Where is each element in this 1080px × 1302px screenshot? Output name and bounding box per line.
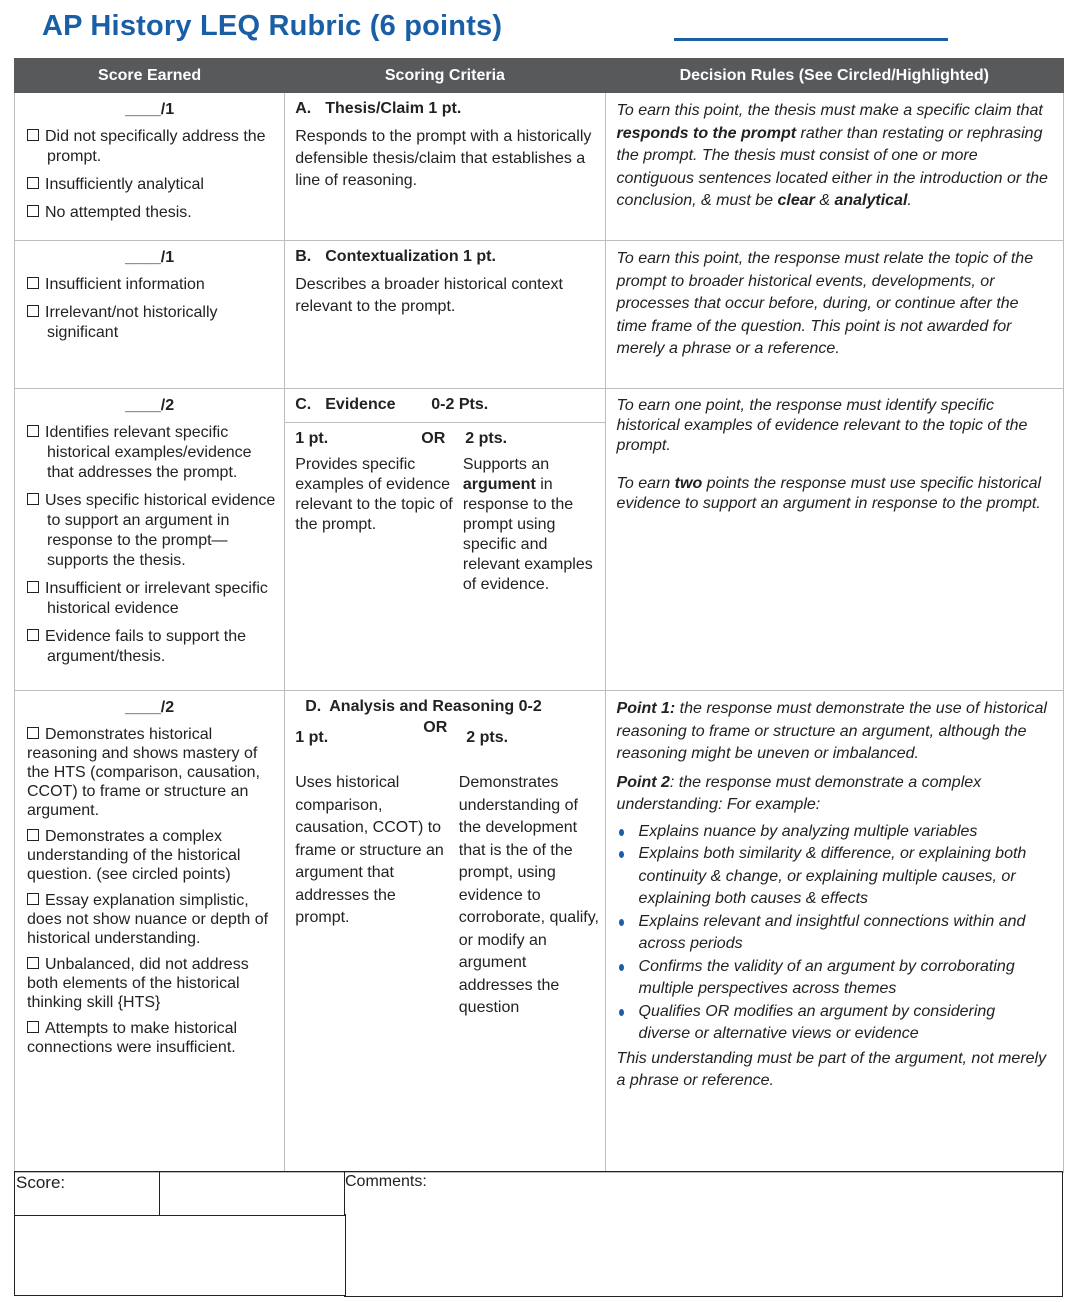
checkbox-icon[interactable] xyxy=(27,581,39,593)
comments-box[interactable] xyxy=(344,1171,1063,1297)
points-header: 1 pt. OR 2 pts. xyxy=(295,430,508,447)
criteria-description: Responds to the prompt with a historically defensible thesis/claim that establishes a line of reasoning. xyxy=(295,128,592,189)
checkbox-item[interactable]: Attempts to make historical connections were insufficient. xyxy=(27,1020,238,1056)
rubric-table xyxy=(14,58,1064,1173)
bullet-item: Explains nuance by analyzing multiple variables xyxy=(617,821,1051,844)
checkbox-icon[interactable] xyxy=(27,629,39,641)
score-box[interactable] xyxy=(14,1171,160,1216)
row-evidence xyxy=(15,389,1064,691)
checkbox-list xyxy=(15,725,284,1057)
bullet-item: Explains relevant and insightful connections within and across periods xyxy=(617,911,1051,956)
checkbox-icon[interactable] xyxy=(27,1021,39,1033)
score-blank: ____/1 xyxy=(125,101,175,118)
comments-label: Comments: xyxy=(345,1173,427,1190)
score-footer xyxy=(14,1171,1064,1296)
checkbox-item[interactable]: Insufficiently analytical xyxy=(27,175,278,195)
checkbox-icon[interactable] xyxy=(27,493,39,505)
score-cell-thesis xyxy=(15,93,285,241)
row-analysis xyxy=(15,691,1064,1173)
criteria-heading: D. Analysis and Reasoning 0-2 xyxy=(305,698,542,715)
checkbox-item[interactable]: Insufficient information xyxy=(27,275,278,295)
checkbox-item[interactable]: Essay explanation simplistic, does not show nuance or depth of historical understanding. xyxy=(27,892,269,947)
checkbox-item[interactable]: Demonstrates a complex understanding of the historical question. (see circled points) xyxy=(27,828,241,883)
checkbox-list xyxy=(15,275,284,343)
score-cell-context xyxy=(15,241,285,389)
score-blank: ____/2 xyxy=(125,699,175,716)
closing-note: This understanding must be part of the argument, not merely a phrase or reference. xyxy=(616,1049,1047,1089)
header-rules: Decision Rules (See Circled/Highlighted) xyxy=(605,59,1063,93)
checkbox-icon[interactable] xyxy=(27,305,39,317)
score-lower-field[interactable] xyxy=(14,1214,346,1296)
criteria-heading: B. Contextualization 1 pt. xyxy=(295,248,496,265)
checkbox-list xyxy=(15,423,284,667)
checkbox-icon[interactable] xyxy=(27,425,39,437)
criteria-heading: C. Evidence 0-2 Pts. xyxy=(295,396,489,413)
checkbox-item[interactable]: Insufficient or irrelevant specific historical evidence xyxy=(27,579,278,619)
score-entry-field[interactable] xyxy=(158,1171,345,1216)
checkbox-icon[interactable] xyxy=(27,205,39,217)
score-label: Score: xyxy=(16,1173,66,1192)
two-point-description: Demonstrates understanding of the development that is the of the prompt, using evidence to corroborate, qualify, or modify an argument addresses the question xyxy=(458,774,599,1016)
complexity-bullet-list xyxy=(617,821,1051,1046)
score-cell-analysis xyxy=(15,691,285,1173)
rules-cell-thesis xyxy=(605,93,1063,241)
criteria-cell-thesis xyxy=(285,93,605,241)
rules-cell-context xyxy=(605,241,1063,389)
page-title: AP History LEQ Rubric (6 points) xyxy=(42,10,503,42)
score-blank: ____/1 xyxy=(125,249,175,266)
checkbox-icon[interactable] xyxy=(27,957,39,969)
divider xyxy=(285,422,604,423)
criteria-cell-context xyxy=(285,241,605,389)
checkbox-icon[interactable] xyxy=(27,829,39,841)
two-point-description: Supports an argument in response to the prompt using specific and relevant examples of evidence. xyxy=(462,456,593,593)
criteria-heading: A. Thesis/Claim 1 pt. xyxy=(295,100,462,117)
decision-rule: To earn this point, the response must relate the topic of the prompt to broader historical events, developments, or processes that occur before, during, or continue after the time frame of the question. This point is not awarded for merely a phrase or a reference. xyxy=(616,250,1034,357)
one-point-description: Provides specific examples of evidence relevant to the topic of the prompt. xyxy=(295,456,453,533)
decision-rule: To earn one point, the response must identify specific historical examples of evidence relevant to the topic of the prompt. To earn two points the response must use specific historical evidence to support an argument in response to the prompt. xyxy=(616,397,1042,512)
header-row xyxy=(15,59,1064,93)
checkbox-icon[interactable] xyxy=(27,727,39,739)
criteria-cell-evidence xyxy=(285,389,605,691)
header-criteria: Scoring Criteria xyxy=(285,59,605,93)
decision-rule: To earn this point, the thesis must make a specific claim that responds to the prompt rather than restating or rephrasing the prompt. The thesis must consist of one or more contiguous sentences located either in the introduction or the conclusion, & must be clear & analytical. xyxy=(616,102,1048,209)
checkbox-item[interactable]: Did not specifically address the prompt. xyxy=(27,127,278,167)
checkbox-icon[interactable] xyxy=(27,277,39,289)
checkbox-item[interactable]: Irrelevant/not historically significant xyxy=(27,303,278,343)
checkbox-icon[interactable] xyxy=(27,893,39,905)
checkbox-item[interactable]: Demonstrates historical reasoning and shows mastery of the HTS (comparison, causation, CCOT) to frame or structure an argument. xyxy=(27,726,260,819)
checkbox-icon[interactable] xyxy=(27,177,39,189)
criteria-cell-analysis xyxy=(285,691,605,1173)
bullet-item: Explains both similarity & difference, or explaining both continuity & change, or explaining multiple causes, or explaining both causes & effects xyxy=(617,843,1051,911)
name-blank-line xyxy=(674,38,948,41)
checkbox-item[interactable]: Uses specific historical evidence to support an argument in response to the prompt—supports the thesis. xyxy=(27,491,278,571)
score-cell-evidence xyxy=(15,389,285,691)
one-point-description: Uses historical comparison, causation, CCOT) to frame or structure an argument that addresses the prompt. xyxy=(295,774,444,926)
criteria-description: Describes a broader historical context relevant to the prompt. xyxy=(295,276,563,315)
rules-cell-analysis xyxy=(605,691,1063,1173)
rules-cell-evidence xyxy=(605,389,1063,691)
bullet-item: Qualifies OR modifies an argument by considering diverse or alternative views or evidence xyxy=(617,1001,1051,1046)
checkbox-item[interactable]: No attempted thesis. xyxy=(27,203,278,223)
header-score: Score Earned xyxy=(15,59,285,93)
bullet-item: Confirms the validity of an argument by corroborating multiple perspectives across themes xyxy=(617,956,1051,1001)
checkbox-item[interactable]: Unbalanced, did not address both elements of the historical thinking skill {HTS} xyxy=(27,956,249,1011)
checkbox-icon[interactable] xyxy=(27,129,39,141)
row-thesis xyxy=(15,93,1064,241)
checkbox-item[interactable]: Evidence fails to support the argument/thesis. xyxy=(27,627,278,667)
decision-rule: Point 1: the response must demonstrate the use of historical reasoning to frame or structure an argument, although the reasoning might be uneven or imbalanced. Point 2: the response must demonstrate a complex understanding: For example: Explains nuance by analyzing multiple variables Explains both similarity & difference, or explaining both continuity & change, or explaining multiple causes, or explaining both causes & effects Explains relevant and insightful connections within and across periods Confirms the validity of an argument by corroborating multiple perspectives across themes Qualifies OR modifies an argument by considering diverse or alternative views or evidence This understanding must be part of the argument, not merely a phrase or reference. xyxy=(606,691,1063,1093)
points-header: 1 pt. OR 2 pts. xyxy=(295,719,509,746)
row-context xyxy=(15,241,1064,389)
checkbox-list xyxy=(15,127,284,223)
checkbox-item[interactable]: Identifies relevant specific historical examples/evidence that addresses the prompt. xyxy=(27,423,278,483)
score-blank: ____/2 xyxy=(125,397,175,414)
